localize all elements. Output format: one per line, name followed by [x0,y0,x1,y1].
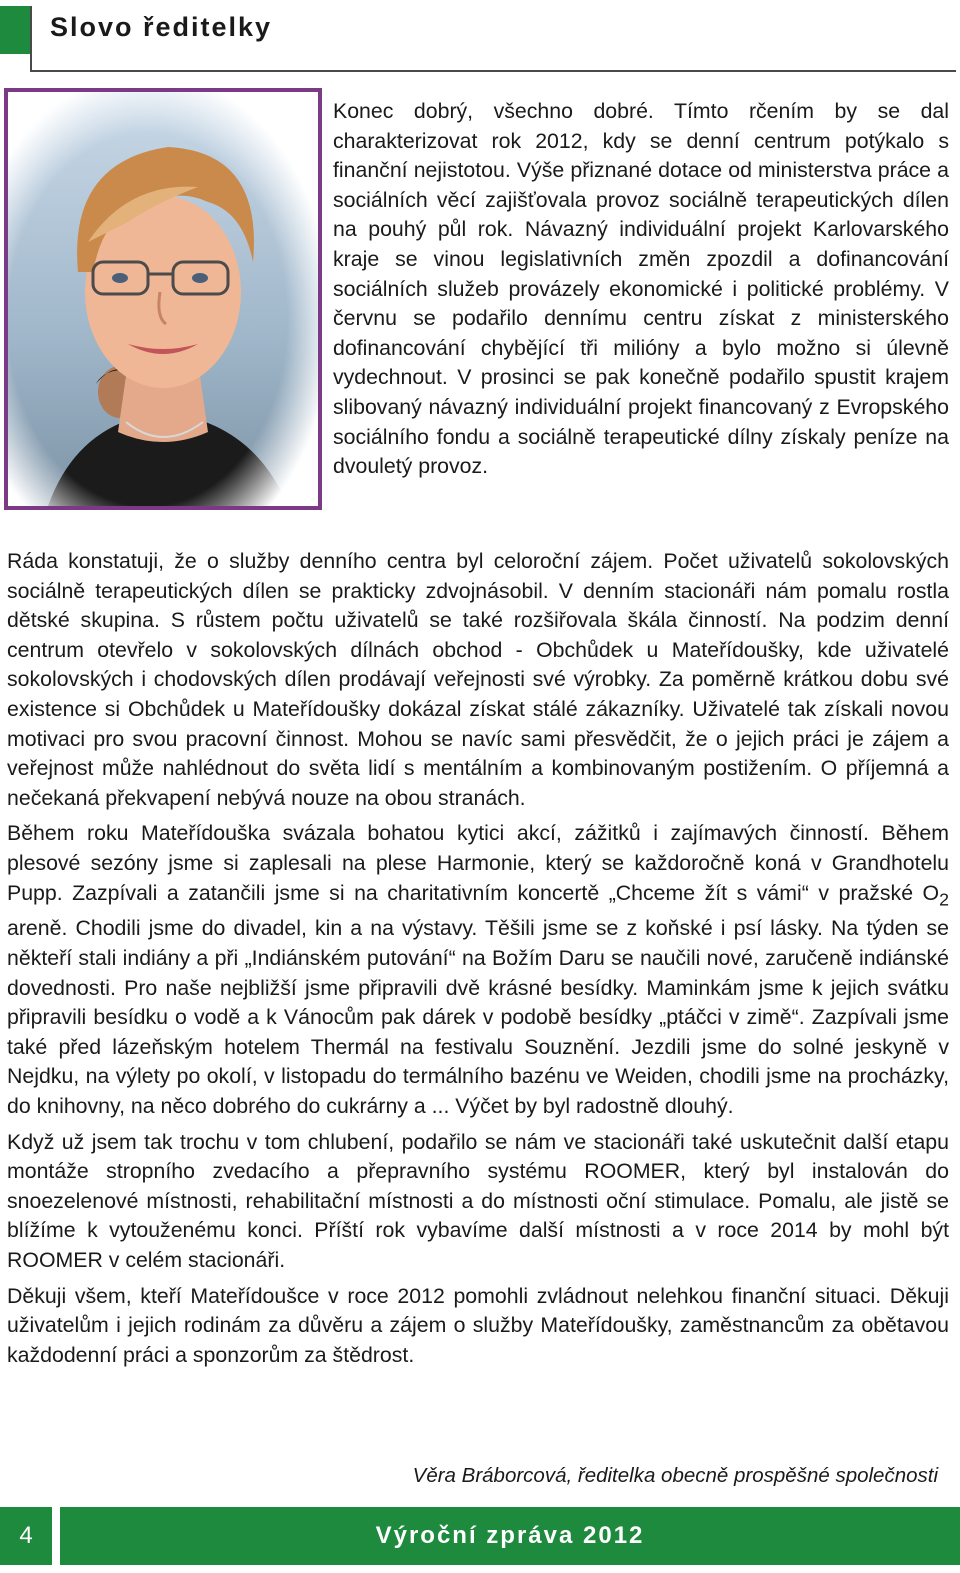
director-portrait [4,88,322,510]
paragraph-thanks: Děkuji všem, kteří Mateřídoušce v roce 2012 pomohli zvládnout nelehkou finanční situaci. Děkuji uživatelům i jejich rodinám za důvěru a zájem o služby Mateřídoušky, zaměstnancům za obětavou každodenní práci a sponzorům za štědrost. [7,1283,949,1367]
paragraph-activities: Během roku Mateřídouška svázala bohatou kytici akcí, zážitků i zajímavých činností. Během plesové sezóny jsme si zaplesali na plese Harmonie, který se každoročně koná v Grandhotelu Pupp. Zazpívali a zatančili jsme si na charitativním koncertě „Chceme žít s vámi“ v pražské $O_2$ areně. Chodili jsme do divadel, kin a na výstavy. Těšili jsme se z koňské i psí lásky. Na týden se někteří stali indiány a při „Indiánském putování“ na Božím Daru se naučili nové, zaručeně indiánské dovednosti. Pro naše nejbližší jsme připravili dvě krásné besídky. Maminkám jsme k jejich svátku připravili besídku o vodě a k Vánocům pak dárek v podobě besídky „ptáčci v zimě“. Zazpívali jsme také před lázeňským hotelem Thermál na festivalu Souznění. Jezdili jsme do solné jeskyně v Nejdku, na výlety po okolí, v listopadu do termálního bazénu ve Weiden, chodili jsme na procházky, do knihovny, na něco dobrého do cukrárny a ... Výčet by byl radostně dlouhý. [7,821,949,1118]
page-number: 4 [0,1507,52,1565]
footer-title: Výroční zpráva 2012 [60,1507,960,1565]
header-rule [30,70,956,72]
page-title: Slovo ředitelky [50,12,273,42]
footer-gap [52,1507,60,1565]
article-body [7,547,949,1376]
paragraph-services: Ráda konstatuji, že o služby denního centra byl celoroční zájem. Počet uživatelů sokolovských sociálně terapeutických dílen se prakticky zdvojnásobil. V denním stacionáři nám pomalu rostla dětské skupina. S růstem počtu uživatelů se také rozšiřovala škála činností. Na podzim denní centrum otevřelo v sokolovských dílnách obchod - Obchůdek u Mateřídoušky, kde uživatelé sokolovských i chodovských dílen prodávají veřejnosti své výrobky. Za poměrně krátkou dobu své existence si Obchůdek u Mateřídoušky dokázal získat stálé zákazníky. Uživatelé tak získali novou motivaci pro svou pracovní činnost. Mohou se navíc sami přesvědčit, že o jejich práci je zájem a veřejnost může nahlédnout do světa lidí s mentálním a kombinovaným postižením. O příjemná a nečekaná překvapení nebývá nouze na obou stranách. [7,549,949,810]
header-accent-block [0,6,30,54]
portrait-illustration [8,92,318,506]
header-rule-vertical [30,6,32,72]
signature: Věra Bráborcová, ředitelka obecně prospěšné společnosti [412,1464,938,1487]
paragraph-roomer: Když už jsem tak trochu v tom chlubení, podařilo se nám ve stacionáři také uskutečnit další etapu montáže stropního zvedacího a přepravního systému ROOMER, který byl instalován do snoezelenové místnosti, rehabilitační místnosti a do místnosti oční stimulace. Pomalu, ale jistě se blížíme k vytouženému konci. Příští rok vybavíme další místnosti a v roce 2014 by mohl být ROOMER v celém stacionáři. [7,1129,949,1272]
intro-paragraph: Konec dobrý, všechno dobré. Tímto rčením by se dal charakterizovat rok 2012, kdy se denní centrum potýkalo s finanční nejistotou. Výše přiznané dotace od ministerstva práce a sociálních věcí zajišťovala provoz sociálně terapeutických dílen na pouhý půl rok. Návazný individuální projekt Karlovarského kraje se vinou legislativních změn zpozdil a dofinancování sociálních služeb provázely ekonomické i politické problémy. V červnu se podařilo dennímu centru získat z ministerského dofinancování chybějící tři milióny a bylo možno si úlevně vydechnout. V prosinci se pak konečně podařilo spustit krajem slibovaný návazný individuální projekt financovaný z Evropského sociálního fondu a sociálně terapeutické dílny získaly peníze na dvouletý provoz. [333,99,949,479]
